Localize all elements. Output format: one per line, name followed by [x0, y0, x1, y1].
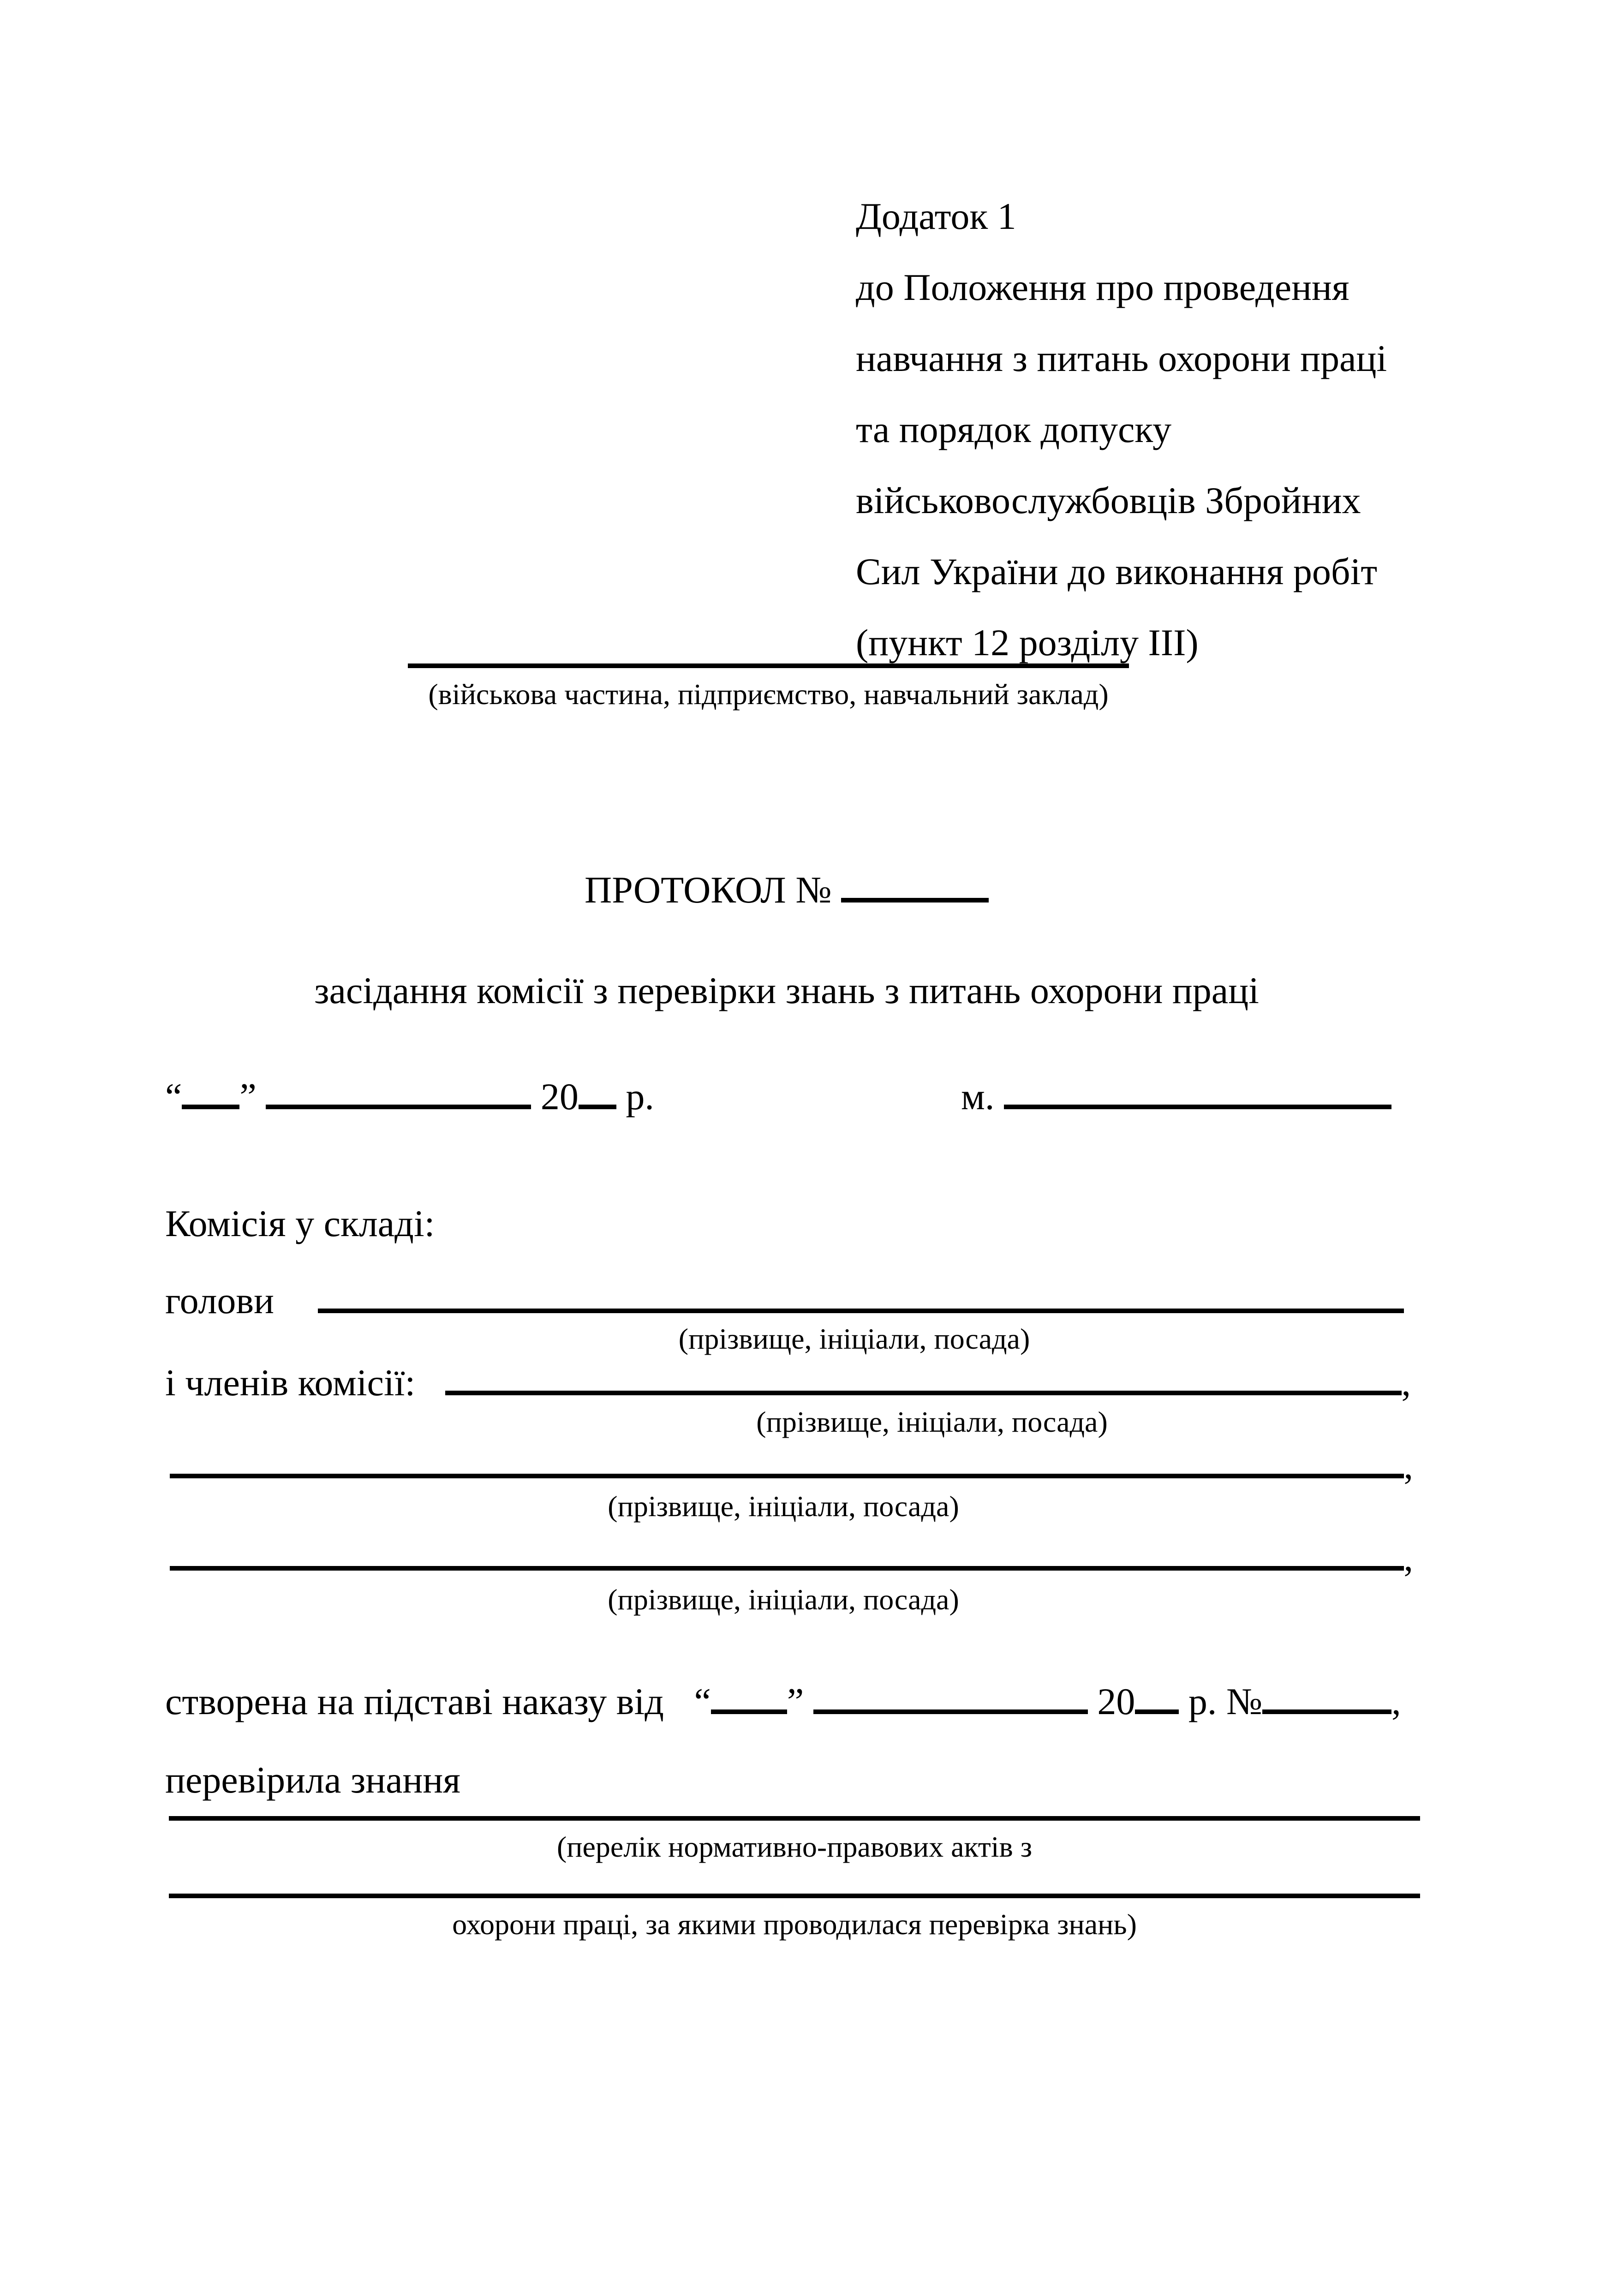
acts-blank-line [169, 1816, 1420, 1821]
annex-line: військовослужбовців Збройних [856, 479, 1361, 521]
commission-members-row [165, 1361, 1411, 1404]
order-year-blank [1135, 1709, 1179, 1714]
member-name-blank [170, 1474, 1404, 1478]
commission-intro: Комісія у складі: [165, 1202, 435, 1244]
protocol-number-blank [841, 898, 989, 902]
member-name-blank [170, 1566, 1404, 1571]
person-caption: (прізвище, ініціали, посада) [608, 1490, 959, 1523]
annex-line: до Положення про проведення [856, 266, 1349, 308]
annex-reference [856, 181, 1387, 678]
members-label: і членів комісії: [165, 1362, 416, 1404]
annex-line: (пункт 12 розділу III) [856, 622, 1199, 663]
annex-line: навчання з питань охорони праці [856, 337, 1387, 379]
organization-name-blank [408, 663, 1129, 668]
member-name-blank [445, 1391, 1401, 1395]
day-close-quote: ” [239, 1076, 257, 1118]
order-text: створена на підставі наказу від [165, 1680, 664, 1722]
order-month-blank [813, 1709, 1088, 1714]
member-row [170, 1444, 1413, 1488]
city-blank [1004, 1105, 1391, 1109]
day-blank [182, 1105, 239, 1109]
trailing-comma: , [1391, 1680, 1401, 1722]
person-caption: (прізвище, ініціали, посада) [678, 1322, 1030, 1355]
order-year-prefix: 20 [1097, 1680, 1135, 1722]
acts-caption-line2: охорони праці, за якими проводилася перевірка знань) [452, 1908, 1137, 1941]
trailing-comma: , [1403, 1445, 1413, 1487]
head-name-blank [318, 1309, 1404, 1313]
acts-blank-line [169, 1894, 1420, 1898]
month-blank [266, 1105, 531, 1109]
protocol-title [166, 868, 1407, 912]
annex-line: Додаток 1 [856, 195, 1016, 237]
order-number-sign: № [1226, 1680, 1263, 1722]
order-open-quote: “ [694, 1680, 711, 1722]
order-year-suffix: р. [1188, 1680, 1217, 1722]
day-open-quote: “ [165, 1076, 182, 1118]
member-row [170, 1536, 1413, 1580]
protocol-subtitle: засідання комісії з перевірки знань з питань охорони праці [314, 969, 1259, 1011]
protocol-label: ПРОТОКОЛ № [585, 869, 832, 911]
person-caption: (прізвище, ініціали, посада) [756, 1405, 1108, 1438]
trailing-comma: , [1401, 1362, 1411, 1404]
person-caption: (прізвище, ініціали, посада) [608, 1583, 959, 1616]
trailing-comma: , [1403, 1537, 1413, 1579]
annex-line: та порядок допуску [856, 408, 1172, 450]
city-field [961, 1075, 1391, 1118]
head-label: голови [165, 1279, 275, 1321]
order-number-blank [1262, 1709, 1391, 1714]
year-prefix: 20 [540, 1076, 579, 1118]
commission-head-row [165, 1279, 1404, 1322]
date-field [165, 1075, 654, 1118]
city-label: м. [961, 1076, 995, 1118]
verified-label: перевірила знання [165, 1759, 461, 1801]
year-suffix: р. [626, 1076, 654, 1118]
order-close-quote: ” [787, 1680, 804, 1722]
order-statement [165, 1680, 1401, 1723]
order-day-blank [711, 1709, 787, 1714]
organization-caption: (військова частина, підприємство, навчальний заклад) [428, 678, 1109, 711]
year-blank [579, 1105, 616, 1109]
annex-line: Сил України до виконання робіт [856, 550, 1378, 592]
acts-caption-line1: (перелік нормативно-правових актів з [556, 1830, 1033, 1863]
